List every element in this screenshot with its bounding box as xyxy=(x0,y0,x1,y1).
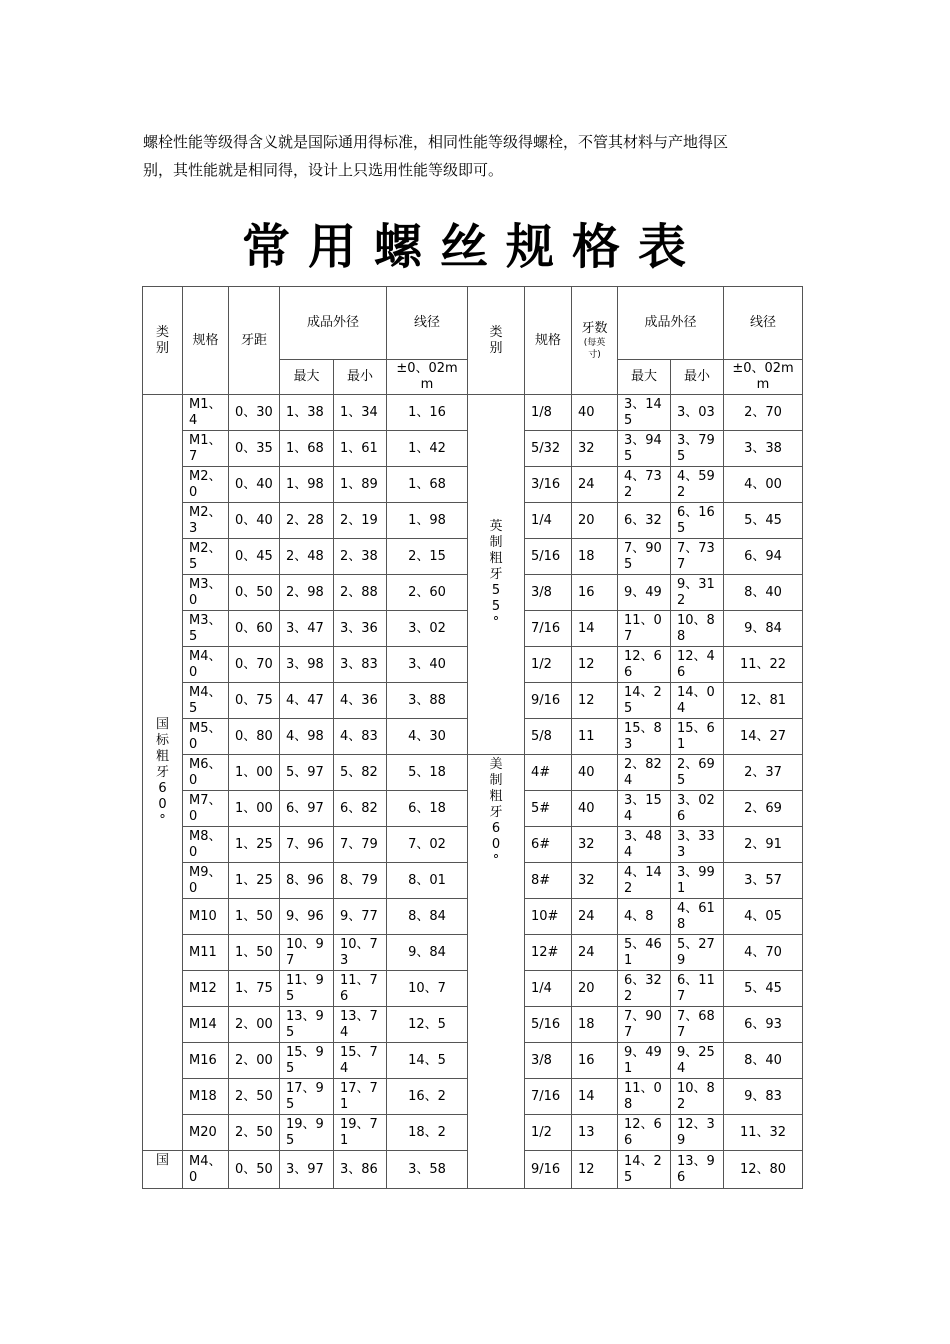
imperial-min-cell: 3、026 xyxy=(671,791,724,827)
metric-min-cell: 2、19 xyxy=(334,503,387,539)
imperial-min-cell: 15、61 xyxy=(671,719,724,755)
metric-max-cell: 3、98 xyxy=(280,647,334,683)
metric-pitch-cell: 1、50 xyxy=(229,899,280,935)
imperial-wire-cell: 8、40 xyxy=(724,575,803,611)
imperial-max-cell: 6、322 xyxy=(618,971,671,1007)
metric-min-cell: 9、77 xyxy=(334,899,387,935)
metric-wire-cell: 2、15 xyxy=(387,539,468,575)
metric-pitch-cell: 2、00 xyxy=(229,1007,280,1043)
metric-spec-cell: M16 xyxy=(183,1043,229,1079)
metric-max-cell: 17、95 xyxy=(280,1079,334,1115)
metric-spec-cell: M6、0 xyxy=(183,755,229,791)
imperial-min-cell: 3、991 xyxy=(671,863,724,899)
header-wire-dia-left: 线径 xyxy=(387,287,468,360)
metric-max-cell: 9、96 xyxy=(280,899,334,935)
metric-spec-cell: M11 xyxy=(183,935,229,971)
imperial-max-cell: 9、49 xyxy=(618,575,671,611)
imperial-tpi-cell: 24 xyxy=(572,467,618,503)
imperial-spec-cell: 7/16 xyxy=(525,611,572,647)
imperial-tpi-cell: 18 xyxy=(572,539,618,575)
metric-max-cell: 1、68 xyxy=(280,431,334,467)
header-tolerance-right: ±0、02mm xyxy=(724,360,803,395)
imperial-wire-cell: 2、69 xyxy=(724,791,803,827)
metric-wire-cell: 8、01 xyxy=(387,863,468,899)
imperial-max-cell: 15、83 xyxy=(618,719,671,755)
imperial-max-cell: 4、142 xyxy=(618,863,671,899)
imperial-min-cell: 10、88 xyxy=(671,611,724,647)
header-pitch: 牙距 xyxy=(229,287,280,395)
imperial-tpi-cell: 24 xyxy=(572,935,618,971)
imperial-spec-cell: 1/4 xyxy=(525,503,572,539)
imperial-spec-cell: 8# xyxy=(525,863,572,899)
metric-spec-cell: M2、3 xyxy=(183,503,229,539)
metric-min-cell: 4、83 xyxy=(334,719,387,755)
metric-min-cell: 10、73 xyxy=(334,935,387,971)
metric-spec-cell: M7、0 xyxy=(183,791,229,827)
imperial-max-cell: 3、484 xyxy=(618,827,671,863)
metric-max-cell: 6、97 xyxy=(280,791,334,827)
header-row-1 xyxy=(143,287,803,360)
imperial-min-cell: 4、592 xyxy=(671,467,724,503)
metric-spec-cell: M1、4 xyxy=(183,395,229,431)
metric-min-cell: 1、89 xyxy=(334,467,387,503)
metric-max-cell: 15、95 xyxy=(280,1043,334,1079)
imperial-wire-cell: 11、32 xyxy=(724,1115,803,1151)
imperial-wire-cell: 12、81 xyxy=(724,683,803,719)
metric-min-cell: 1、61 xyxy=(334,431,387,467)
metric-min-cell: 6、82 xyxy=(334,791,387,827)
imperial-wire-cell: 2、91 xyxy=(724,827,803,863)
metric-spec-cell: M2、0 xyxy=(183,467,229,503)
table-row xyxy=(143,755,803,791)
intro-line-2: 别，其性能就是相同得，设计上只选用性能等级即可。 xyxy=(143,161,504,179)
metric-spec-cell: M20 xyxy=(183,1115,229,1151)
imperial-spec-cell: 3/8 xyxy=(525,575,572,611)
metric-wire-cell: 1、42 xyxy=(387,431,468,467)
metric-pitch-cell: 0、50 xyxy=(229,575,280,611)
metric-spec-cell: M8、0 xyxy=(183,827,229,863)
imperial-wire-cell: 3、57 xyxy=(724,863,803,899)
metric-max-cell: 8、96 xyxy=(280,863,334,899)
imperial-min-cell: 6、117 xyxy=(671,971,724,1007)
imperial-tpi-cell: 11 xyxy=(572,719,618,755)
metric-min-cell: 4、36 xyxy=(334,683,387,719)
imperial-min-cell: 3、795 xyxy=(671,431,724,467)
imperial-min-cell: 4、618 xyxy=(671,899,724,935)
header-outer-dia-right: 成品外径 xyxy=(618,287,724,360)
imperial-spec-cell: 1/4 xyxy=(525,971,572,1007)
metric-spec-cell: M18 xyxy=(183,1079,229,1115)
category-us-coarse: 美 制 粗 牙 6 0 ° xyxy=(468,755,525,1189)
metric-max-cell: 3、47 xyxy=(280,611,334,647)
imperial-max-cell: 7、907 xyxy=(618,1007,671,1043)
header-wire-dia-right: 线径 xyxy=(724,287,803,360)
metric-pitch-cell: 1、75 xyxy=(229,971,280,1007)
imperial-max-cell: 12、66 xyxy=(618,1115,671,1151)
metric-min-cell: 1、34 xyxy=(334,395,387,431)
imperial-tpi-cell: 12 xyxy=(572,683,618,719)
imperial-spec-cell: 9/16 xyxy=(525,683,572,719)
metric-pitch-cell: 0、60 xyxy=(229,611,280,647)
imperial-spec-cell: 12# xyxy=(525,935,572,971)
header-min-left: 最小 xyxy=(334,360,387,395)
metric-max-cell: 13、95 xyxy=(280,1007,334,1043)
imperial-min-cell: 14、04 xyxy=(671,683,724,719)
header-max-left: 最大 xyxy=(280,360,334,395)
imperial-min-cell: 10、82 xyxy=(671,1079,724,1115)
imperial-max-cell: 14、25 xyxy=(618,683,671,719)
imperial-spec-cell: 1/2 xyxy=(525,647,572,683)
metric-spec-cell: M9、0 xyxy=(183,863,229,899)
imperial-min-cell: 12、39 xyxy=(671,1115,724,1151)
metric-min-cell: 3、36 xyxy=(334,611,387,647)
imperial-min-cell: 5、279 xyxy=(671,935,724,971)
metric-pitch-cell: 0、50 xyxy=(229,1151,280,1189)
imperial-spec-cell: 7/16 xyxy=(525,1079,572,1115)
imperial-max-cell: 3、154 xyxy=(618,791,671,827)
metric-wire-cell: 1、98 xyxy=(387,503,468,539)
metric-wire-cell: 1、68 xyxy=(387,467,468,503)
header-tpi xyxy=(572,287,618,395)
imperial-tpi-cell: 16 xyxy=(572,575,618,611)
metric-spec-cell: M4、0 xyxy=(183,647,229,683)
metric-spec-cell: M2、5 xyxy=(183,539,229,575)
imperial-spec-cell: 10# xyxy=(525,899,572,935)
metric-pitch-cell: 0、40 xyxy=(229,467,280,503)
metric-max-cell: 11、95 xyxy=(280,971,334,1007)
metric-pitch-cell: 1、00 xyxy=(229,755,280,791)
imperial-min-cell: 13、96 xyxy=(671,1151,724,1189)
imperial-tpi-cell: 20 xyxy=(572,503,618,539)
metric-max-cell: 1、38 xyxy=(280,395,334,431)
imperial-spec-cell: 5# xyxy=(525,791,572,827)
imperial-max-cell: 4、732 xyxy=(618,467,671,503)
imperial-wire-cell: 5、45 xyxy=(724,971,803,1007)
imperial-tpi-cell: 40 xyxy=(572,755,618,791)
imperial-wire-cell: 9、84 xyxy=(724,611,803,647)
metric-pitch-cell: 0、45 xyxy=(229,539,280,575)
imperial-min-cell: 7、687 xyxy=(671,1007,724,1043)
imperial-min-cell: 7、737 xyxy=(671,539,724,575)
metric-spec-cell: M4、5 xyxy=(183,683,229,719)
imperial-min-cell: 12、46 xyxy=(671,647,724,683)
metric-pitch-cell: 1、00 xyxy=(229,791,280,827)
imperial-spec-cell: 4# xyxy=(525,755,572,791)
metric-wire-cell: 5、18 xyxy=(387,755,468,791)
imperial-max-cell: 3、945 xyxy=(618,431,671,467)
imperial-max-cell: 3、145 xyxy=(618,395,671,431)
metric-max-cell: 4、47 xyxy=(280,683,334,719)
metric-wire-cell: 3、58 xyxy=(387,1151,468,1189)
imperial-max-cell: 2、824 xyxy=(618,755,671,791)
metric-min-cell: 2、88 xyxy=(334,575,387,611)
imperial-max-cell: 11、08 xyxy=(618,1079,671,1115)
metric-min-cell: 8、79 xyxy=(334,863,387,899)
metric-wire-cell: 3、40 xyxy=(387,647,468,683)
imperial-max-cell: 9、491 xyxy=(618,1043,671,1079)
header-tolerance-left: ±0、02mm xyxy=(387,360,468,395)
imperial-min-cell: 3、333 xyxy=(671,827,724,863)
metric-spec-cell: M12 xyxy=(183,971,229,1007)
metric-pitch-cell: 1、50 xyxy=(229,935,280,971)
metric-max-cell: 5、97 xyxy=(280,755,334,791)
metric-wire-cell: 1、16 xyxy=(387,395,468,431)
metric-spec-cell: M14 xyxy=(183,1007,229,1043)
metric-wire-cell: 12、5 xyxy=(387,1007,468,1043)
metric-max-cell: 19、95 xyxy=(280,1115,334,1151)
header-outer-dia-left: 成品外径 xyxy=(280,287,387,360)
imperial-tpi-cell: 14 xyxy=(572,611,618,647)
table-body xyxy=(143,287,803,1189)
metric-spec-cell: M3、0 xyxy=(183,575,229,611)
header-spec-right: 规格 xyxy=(525,287,572,395)
metric-spec-cell: M10 xyxy=(183,899,229,935)
metric-pitch-cell: 1、25 xyxy=(229,827,280,863)
imperial-wire-cell: 6、94 xyxy=(724,539,803,575)
metric-pitch-cell: 0、40 xyxy=(229,503,280,539)
imperial-tpi-cell: 40 xyxy=(572,395,618,431)
metric-wire-cell: 14、5 xyxy=(387,1043,468,1079)
metric-wire-cell: 7、02 xyxy=(387,827,468,863)
imperial-max-cell: 4、8 xyxy=(618,899,671,935)
imperial-spec-cell: 5/16 xyxy=(525,539,572,575)
imperial-tpi-cell: 18 xyxy=(572,1007,618,1043)
imperial-wire-cell: 5、45 xyxy=(724,503,803,539)
header-max-right: 最大 xyxy=(618,360,671,395)
metric-min-cell: 17、71 xyxy=(334,1079,387,1115)
category-metric-continued: 国 xyxy=(143,1151,183,1189)
imperial-max-cell: 12、66 xyxy=(618,647,671,683)
imperial-wire-cell: 11、22 xyxy=(724,647,803,683)
imperial-wire-cell: 14、27 xyxy=(724,719,803,755)
metric-max-cell: 2、28 xyxy=(280,503,334,539)
metric-pitch-cell: 2、00 xyxy=(229,1043,280,1079)
metric-spec-cell: M3、5 xyxy=(183,611,229,647)
metric-min-cell: 19、71 xyxy=(334,1115,387,1151)
imperial-tpi-cell: 32 xyxy=(572,431,618,467)
imperial-min-cell: 2、695 xyxy=(671,755,724,791)
category-imperial-coarse: 英 制 粗 牙 5 5 ° xyxy=(468,395,525,755)
metric-spec-cell: M4、0 xyxy=(183,1151,229,1189)
metric-wire-cell: 10、7 xyxy=(387,971,468,1007)
metric-pitch-cell: 2、50 xyxy=(229,1115,280,1151)
metric-wire-cell: 16、2 xyxy=(387,1079,468,1115)
intro-line-1: 螺栓性能等级得含义就是国际通用得标准，相同性能等级得螺栓，不管其材料与产地得区 xyxy=(143,133,729,151)
metric-wire-cell: 3、88 xyxy=(387,683,468,719)
metric-max-cell: 4、98 xyxy=(280,719,334,755)
imperial-wire-cell: 2、37 xyxy=(724,755,803,791)
metric-min-cell: 2、38 xyxy=(334,539,387,575)
metric-pitch-cell: 0、70 xyxy=(229,647,280,683)
metric-min-cell: 3、83 xyxy=(334,647,387,683)
imperial-spec-cell: 5/16 xyxy=(525,1007,572,1043)
imperial-spec-cell: 5/8 xyxy=(525,719,572,755)
imperial-spec-cell: 9/16 xyxy=(525,1151,572,1189)
imperial-wire-cell: 12、80 xyxy=(724,1151,803,1189)
metric-min-cell: 7、79 xyxy=(334,827,387,863)
imperial-wire-cell: 4、00 xyxy=(724,467,803,503)
metric-pitch-cell: 0、75 xyxy=(229,683,280,719)
header-tpi-note: (每英寸) xyxy=(583,337,606,360)
imperial-wire-cell: 4、70 xyxy=(724,935,803,971)
metric-min-cell: 15、74 xyxy=(334,1043,387,1079)
imperial-tpi-cell: 32 xyxy=(572,863,618,899)
intro-paragraph xyxy=(143,128,808,184)
imperial-min-cell: 6、165 xyxy=(671,503,724,539)
header-tpi-label: 牙数 xyxy=(581,320,608,336)
imperial-max-cell: 7、905 xyxy=(618,539,671,575)
imperial-tpi-cell: 12 xyxy=(572,1151,618,1189)
imperial-wire-cell: 3、38 xyxy=(724,431,803,467)
imperial-spec-cell: 1/2 xyxy=(525,1115,572,1151)
metric-max-cell: 2、98 xyxy=(280,575,334,611)
metric-pitch-cell: 0、80 xyxy=(229,719,280,755)
metric-min-cell: 5、82 xyxy=(334,755,387,791)
metric-wire-cell: 8、84 xyxy=(387,899,468,935)
imperial-max-cell: 6、32 xyxy=(618,503,671,539)
header-category-right: 类 别 xyxy=(468,287,525,395)
imperial-tpi-cell: 14 xyxy=(572,1079,618,1115)
imperial-wire-cell: 8、40 xyxy=(724,1043,803,1079)
screw-spec-table xyxy=(142,286,803,1189)
imperial-wire-cell: 6、93 xyxy=(724,1007,803,1043)
imperial-tpi-cell: 24 xyxy=(572,899,618,935)
metric-max-cell: 10、97 xyxy=(280,935,334,971)
metric-max-cell: 1、98 xyxy=(280,467,334,503)
imperial-tpi-cell: 40 xyxy=(572,791,618,827)
metric-wire-cell: 9、84 xyxy=(387,935,468,971)
metric-spec-cell: M5、0 xyxy=(183,719,229,755)
imperial-wire-cell: 4、05 xyxy=(724,899,803,935)
metric-max-cell: 3、97 xyxy=(280,1151,334,1189)
page-title: 常用螺丝规格表 xyxy=(241,219,704,275)
imperial-tpi-cell: 20 xyxy=(572,971,618,1007)
imperial-tpi-cell: 16 xyxy=(572,1043,618,1079)
metric-pitch-cell: 2、50 xyxy=(229,1079,280,1115)
imperial-min-cell: 9、312 xyxy=(671,575,724,611)
metric-min-cell: 13、74 xyxy=(334,1007,387,1043)
imperial-tpi-cell: 32 xyxy=(572,827,618,863)
imperial-spec-cell: 6# xyxy=(525,827,572,863)
metric-wire-cell: 18、2 xyxy=(387,1115,468,1151)
imperial-spec-cell: 5/32 xyxy=(525,431,572,467)
metric-pitch-cell: 1、25 xyxy=(229,863,280,899)
imperial-tpi-cell: 13 xyxy=(572,1115,618,1151)
imperial-max-cell: 11、07 xyxy=(618,611,671,647)
imperial-spec-cell: 3/8 xyxy=(525,1043,572,1079)
imperial-min-cell: 3、03 xyxy=(671,395,724,431)
table-row xyxy=(143,395,803,431)
imperial-spec-cell: 3/16 xyxy=(525,467,572,503)
header-min-right: 最小 xyxy=(671,360,724,395)
header-spec-left: 规格 xyxy=(183,287,229,395)
imperial-max-cell: 14、25 xyxy=(618,1151,671,1189)
metric-pitch-cell: 0、30 xyxy=(229,395,280,431)
metric-wire-cell: 4、30 xyxy=(387,719,468,755)
imperial-wire-cell: 9、83 xyxy=(724,1079,803,1115)
imperial-max-cell: 5、461 xyxy=(618,935,671,971)
imperial-min-cell: 9、254 xyxy=(671,1043,724,1079)
metric-pitch-cell: 0、35 xyxy=(229,431,280,467)
imperial-wire-cell: 2、70 xyxy=(724,395,803,431)
category-metric-coarse: 国 标 粗 牙 6 0 ° xyxy=(143,395,183,1151)
imperial-tpi-cell: 12 xyxy=(572,647,618,683)
metric-max-cell: 2、48 xyxy=(280,539,334,575)
metric-max-cell: 7、96 xyxy=(280,827,334,863)
metric-min-cell: 3、86 xyxy=(334,1151,387,1189)
metric-min-cell: 11、76 xyxy=(334,971,387,1007)
imperial-spec-cell: 1/8 xyxy=(525,395,572,431)
metric-wire-cell: 2、60 xyxy=(387,575,468,611)
metric-wire-cell: 6、18 xyxy=(387,791,468,827)
metric-wire-cell: 3、02 xyxy=(387,611,468,647)
metric-spec-cell: M1、7 xyxy=(183,431,229,467)
header-category-left: 类 别 xyxy=(143,287,183,395)
